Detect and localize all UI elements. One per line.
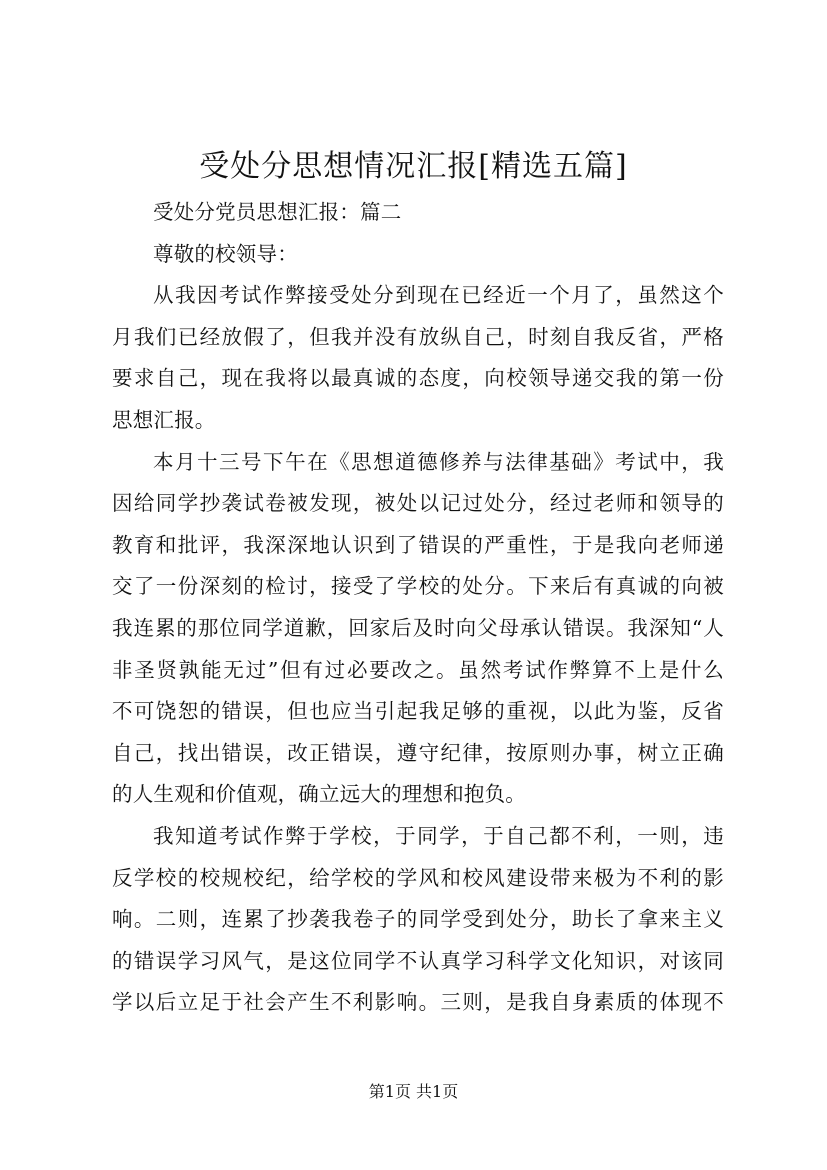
text-line: 教育和批评，我深深地认识到了错误的严重性，于是我向老师递	[112, 532, 724, 557]
text-line: 思想汇报。	[112, 407, 216, 432]
text-line: 交了一份深刻的检讨，接受了学校的处分。下来后有真诚的向被	[112, 574, 724, 599]
text-line: 尊敬的校领导：	[153, 241, 298, 266]
text-line: 本月十三号下午在《思想道德修养与法律基础》考试中，我	[153, 449, 724, 474]
text-line: 受处分党员思想汇报：篇二	[153, 200, 402, 224]
document-title: 受处分思想情况汇报[精选五篇]	[199, 149, 628, 184]
text-line: 月我们已经放假了，但我并没有放纵自己，时刻自我反省，严格	[112, 324, 724, 349]
page-footer: 第1页 共1页	[368, 1082, 459, 1101]
text-line: 的错误学习风气，是这位同学不认真学习科学文化知识，对该同	[112, 948, 724, 973]
text-line: 要求自己，现在我将以最真诚的态度，向校领导递交我的第一份	[112, 366, 724, 391]
document-body	[112, 192, 724, 1024]
text-line: 非圣贤孰能无过”但有过必要改之。虽然考试作弊算不上是什么	[112, 657, 724, 682]
text-line: 响。二则，连累了抄袭我卷子的同学受到处分，助长了拿来主义	[112, 907, 724, 932]
text-line: 从我因考试作弊接受处分到现在已经近一个月了，虽然这个	[153, 283, 724, 308]
text-line: 学以后立足于社会产生不利影响。三则，是我自身素质的体现不	[112, 990, 724, 1015]
text-line: 我知道考试作弊于学校，于同学，于自己都不利，一则，违	[153, 823, 724, 848]
text-line: 自己，找出错误，改正错误，遵守纪律，按原则办事，树立正确	[112, 740, 724, 765]
text-line: 的人生观和价值观，确立远大的理想和抱负。	[112, 782, 526, 807]
text-line: 不可饶恕的错误，但也应当引起我足够的重视，以此为鉴，反省	[112, 699, 724, 724]
text-line: 我连累的那位同学道歉，回家后及时向父母承认错误。我深知“人	[112, 615, 724, 640]
text-line: 因给同学抄袭试卷被发现，被处以记过处分，经过老师和领导的	[112, 491, 724, 516]
text-line: 反学校的校规校纪，给学校的学风和校风建设带来极为不利的影	[112, 865, 724, 890]
